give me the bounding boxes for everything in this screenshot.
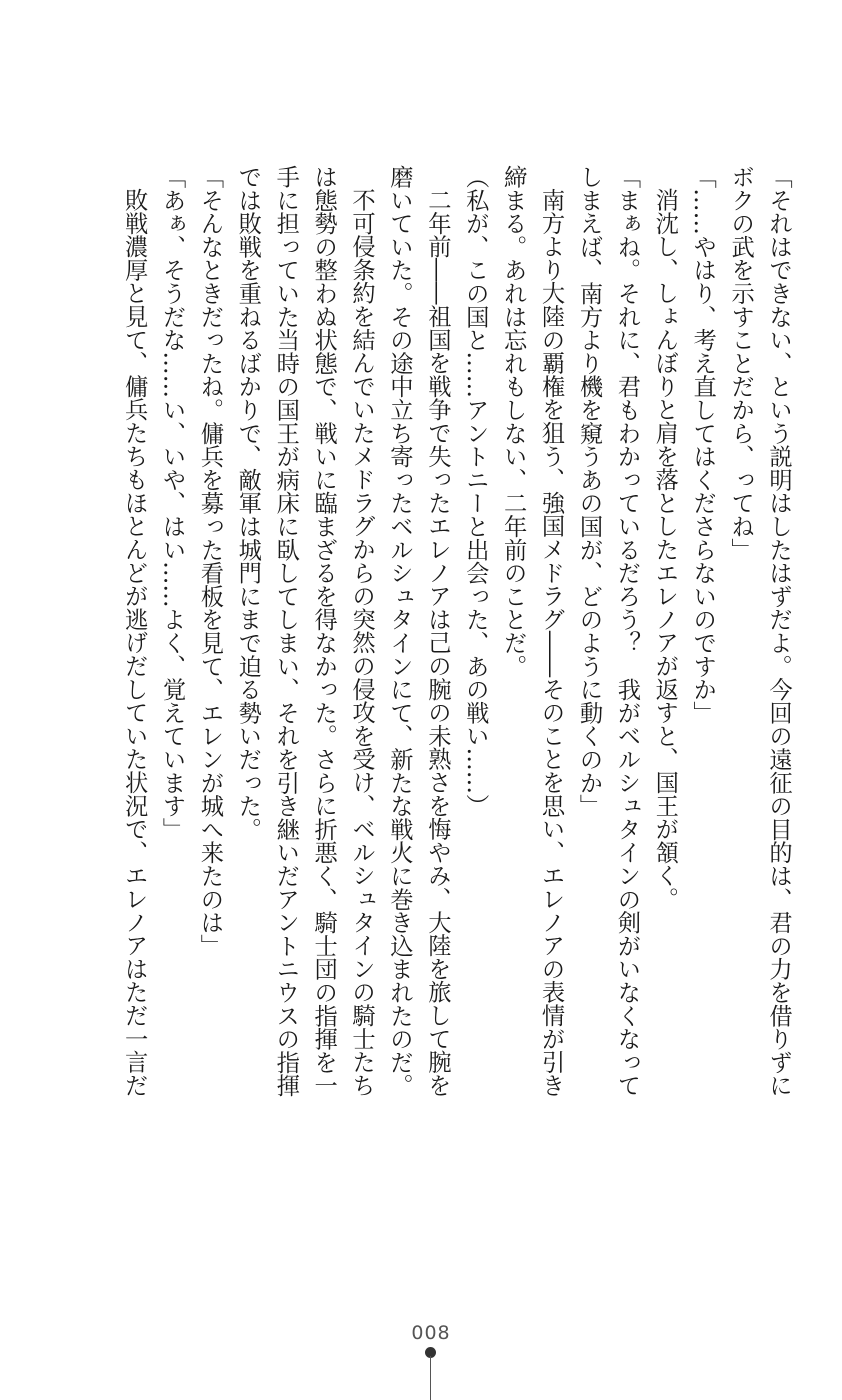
text-line: 不可侵条約を結んでいたメドラグからの突然の侵攻を受け、ベルシュタインの騎士たち: [348, 188, 376, 1097]
text-line: 「それはできない、という説明はしたはずだよ。今回の遠征の目的は、君の力を借りずに: [765, 165, 792, 1097]
text-line: 南方より大陸の覇権を狙う、強国メドラグ――そのことを思い、エレノアの表情が引き: [537, 188, 565, 1097]
text-line: 締まる。あれは忘れもしない、二年前のことだ。: [499, 165, 527, 678]
page-marker-line: [430, 1356, 431, 1400]
text-line: 敗戦濃厚と見て、傭兵たちもほとんどが逃げだしていた状況で、エレノアはただ一言だ: [120, 188, 148, 1097]
text-line: 「……やはり、考え直してはくださらないのですか」: [689, 165, 717, 725]
text-line: 磨いていた。その途中立ち寄ったベルシュタインにて、新たな戦火に巻き込まれたのだ。: [385, 165, 413, 1097]
page-number: 008: [411, 1322, 451, 1344]
text-line: ボクの武を示すことだから、ってね」: [727, 165, 755, 562]
text-line: 「まぁね。それに、君もわかっているだろう？ 我がベルシュタインの剣がいなくなって: [613, 165, 641, 1097]
text-line: 二年前――祖国を戦争で失ったエレノアは己の腕の未熟さを悔やみ、大陸を旅して腕を: [423, 188, 451, 1097]
text-line: 「あぁ、そうだな……い、いや、はい……よく、覚えています」: [158, 165, 186, 841]
text-line: 消沈し、しょんぼりと肩を落としたエレノアが返すと、国王が頷く。: [651, 188, 679, 911]
text-line: （私が、この国と……アントニーと出会った、あの戦い……）: [461, 165, 489, 818]
text-line: は態勢の整わぬ状態で、戦いに臨まざるを得なかった。さらに折悪く、騎士団の指揮を一: [310, 165, 338, 1097]
text-line: しまえば、南方より機を窺うあの国が、どのように動くのか」: [575, 165, 603, 818]
text-line: 手に担っていた当時の国王が病床に臥してしまい、それを引き継いだアントニウスの指揮: [272, 165, 300, 1097]
body-text: [115, 165, 797, 1110]
text-line: では敗戦を重ねるばかりで、敵軍は城門にまで迫る勢いだった。: [234, 165, 262, 841]
text-line: 「そんなときだったね。傭兵を募った看板を見て、エレンが城へ来たのは」: [196, 165, 224, 958]
